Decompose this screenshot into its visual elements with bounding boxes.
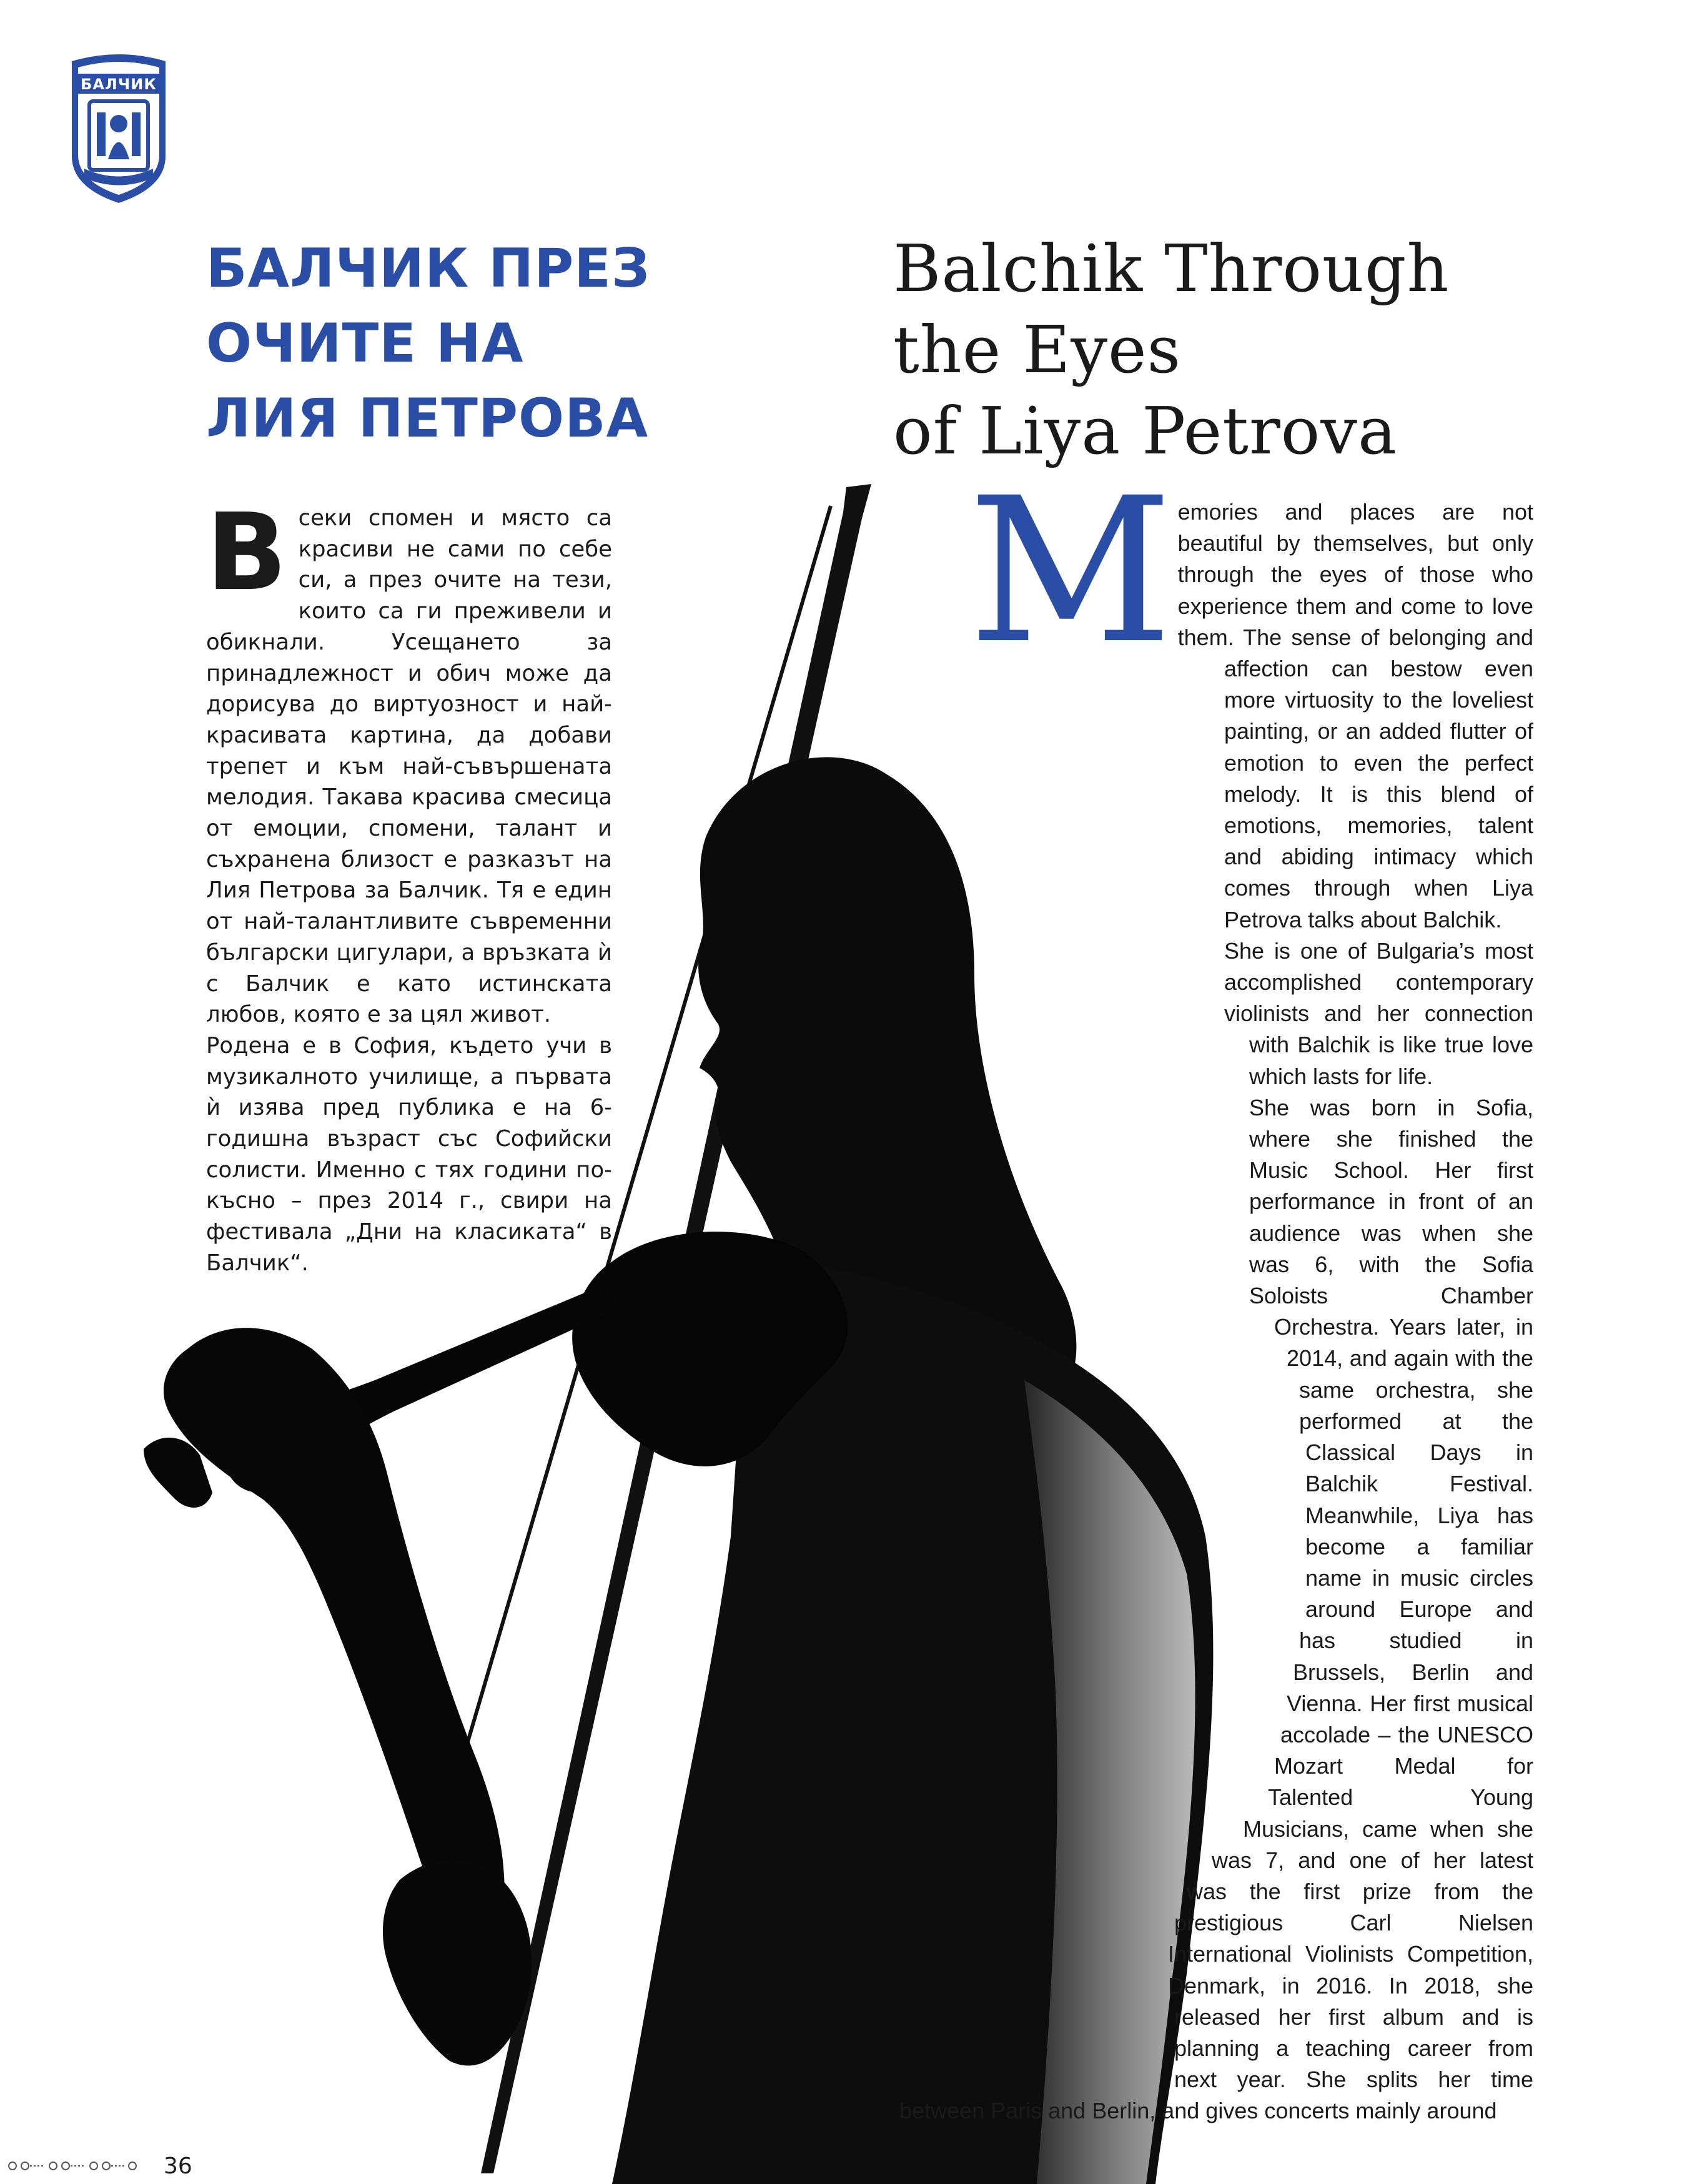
footer-ornament — [0, 2157, 144, 2175]
title-bg-line-1: БАЛЧИК ПРЕЗ — [206, 237, 651, 300]
title-english — [893, 228, 1580, 472]
dropcap-english: M — [968, 455, 1173, 688]
title-bulgarian — [206, 231, 743, 456]
balchik-crest-logo — [59, 50, 178, 206]
en-paragraph-1: emories and places are not beautiful by themselves, but only through the eyes of those who experience them and come to love them. The sense of belonging and affection can bestow even more virtuosity to the loveliest painting, or an added flutter of emotion to even the perfect melody. It is this blend of emotions, memories, talent and abiding intimacy which comes through when Liya Petrova talks about Balchik. — [1177, 499, 1533, 932]
title-en-line-3: of Liya Petrova — [893, 393, 1398, 469]
title-bg-line-2: ОЧИТЕ НА — [206, 312, 524, 375]
en-paragraph-3: She was born in Sofia, where she finished the Music School. Her first performance in front of an audience was when she was 6, with the Sofia Soloists Chamber Orchestra. Years later, in 2014, and again with the same orchestra, she performed at the Classical Days in Balchik Festival. Meanwhile, Liya has become a familiar name in music circles around Europe and has studied in Brussels, Berlin and Vienna. Her first musical accolade – the UNESCO Mozart Medal for Talented Young Musicians, came when she was 7, and one of her latest was the first prize from the prestigious Carl Nielsen International Violinists Competition, Denmark, in 2016. In 2018, she released her first album and is planning a teaching career from next year. She splits her time between Paris and Berlin, and gives concerts mainly around — [899, 1094, 1533, 2124]
title-en-line-1: Balchik Through — [893, 230, 1450, 307]
page-number: 36 — [164, 2153, 192, 2179]
en-paragraph-2: She is one of Bulgaria’s most accomplished contemporary violinists and her connection with Balchik is like true love which lasts for life. — [1224, 937, 1533, 1089]
bg-paragraph-1: секи спомен и място са красиви не сами по себе си, а през очите на тези, които са ги преживели и обикнали. Усещането за принадлежност и обич може да дорисува до виртуозност и най-красивата картина, да добави трепет и към най-съвършената мелодия. Такава красива смесица от емоции, спомени, талант и съхранена близост е разказът на Лия Петрова за Балчик. Тя е един от най-талантливите съвременни български цигулари, а връзката ѝ с Балчик е като истинската любов, която е за цял живот. — [206, 505, 612, 1028]
title-bg-line-3: ЛИЯ ПЕТРОВА — [206, 387, 649, 450]
article-body-bulgarian — [206, 491, 612, 1279]
article-body-english — [899, 455, 1533, 2127]
title-en-line-2: the Eyes — [893, 312, 1181, 388]
dropcap-bulgarian: В — [206, 491, 287, 615]
svg-text:БАЛЧИК: БАЛЧИК — [81, 76, 157, 93]
bg-paragraph-2: Родена е в София, където учи в музикалното училище, а първата ѝ изява пред публика е на 6-годишна възраст със Софийски солисти. Именно с тях години по-късно – през 2014 г., свири на фестивала „Дни на класиката“ в Балчик“. — [206, 1032, 612, 1276]
